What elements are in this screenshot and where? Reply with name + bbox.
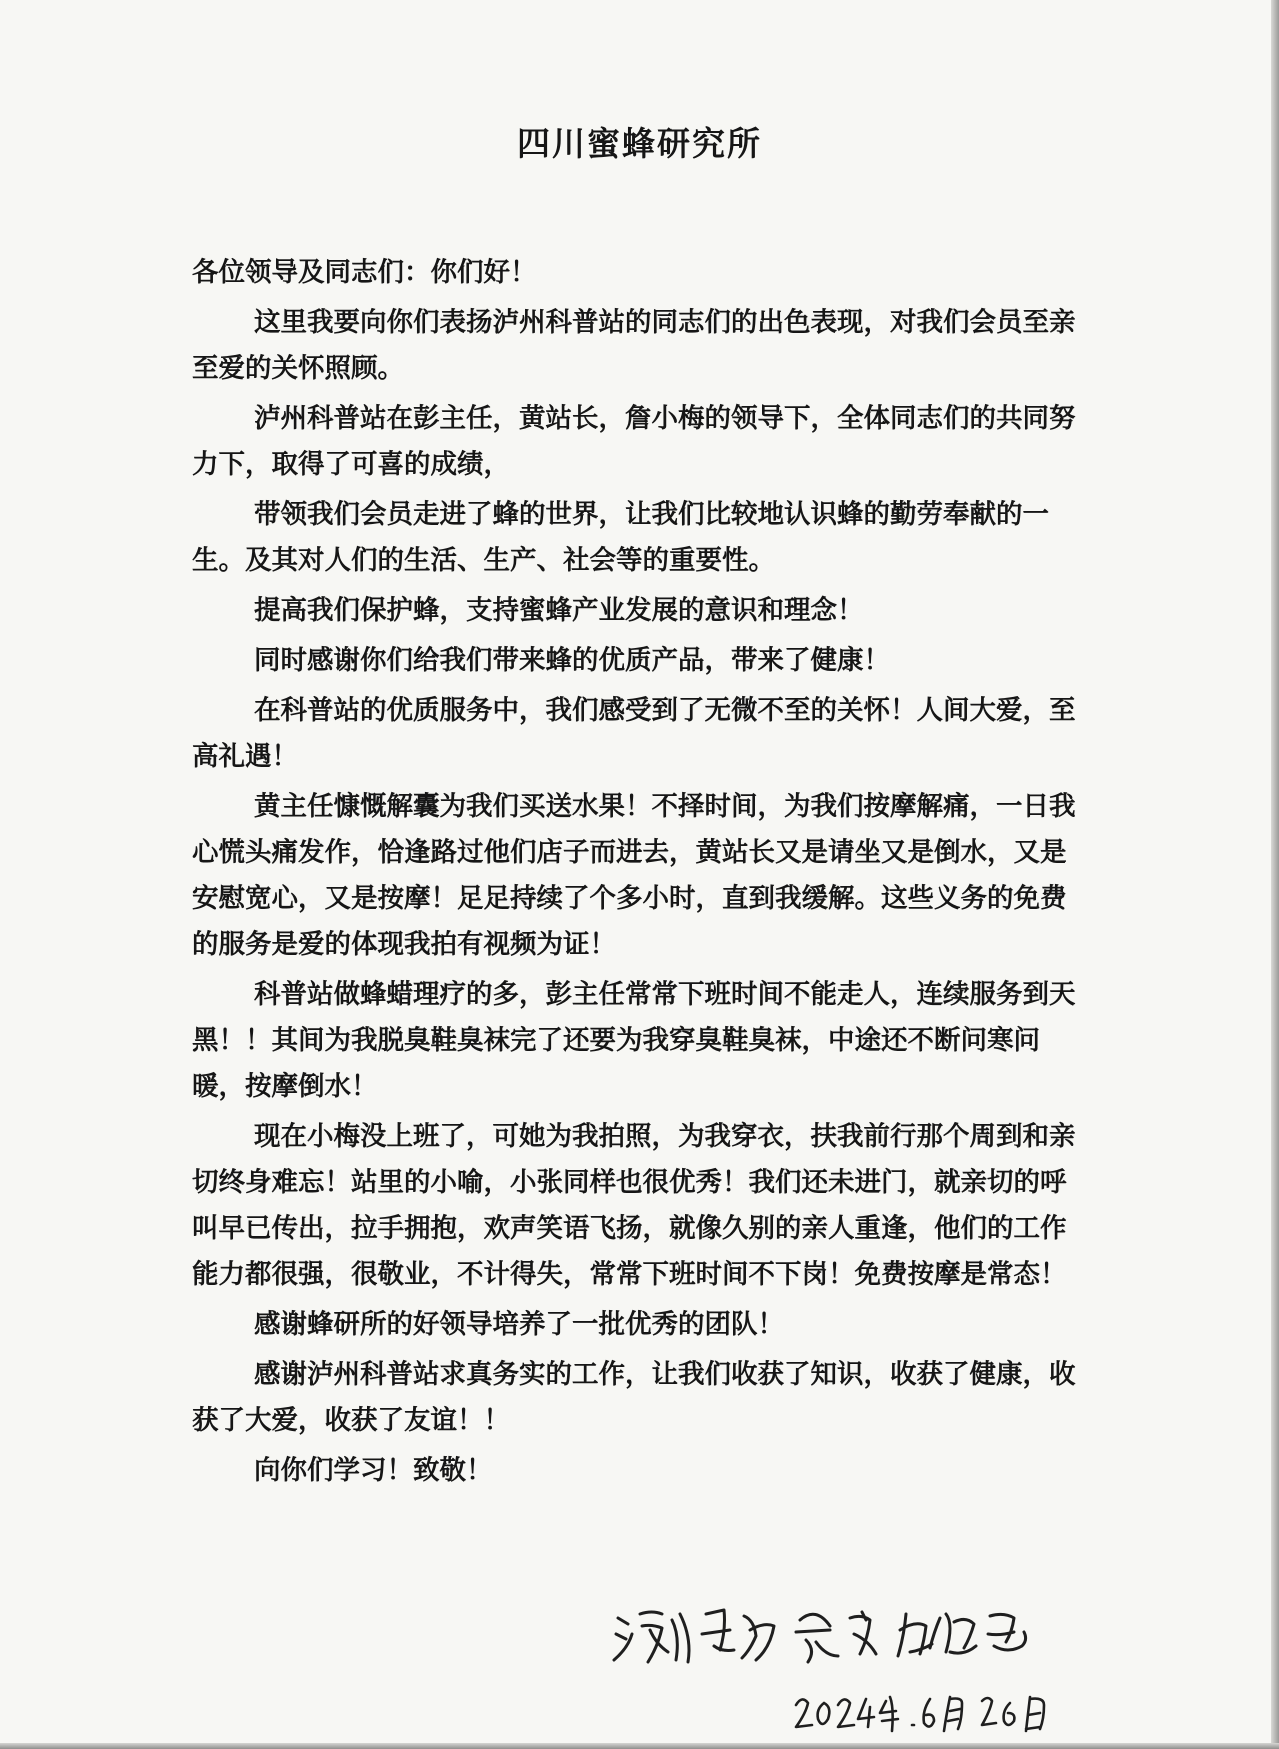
paragraph: 泸州科普站在彭主任，黄站长，詹小梅的领导下，全体同志们的共同努力下，取得了可喜的成绩， [192, 403, 1076, 480]
paragraph: 同时感谢你们给我们带来蜂的优质产品，带来了健康！ [254, 645, 890, 676]
paragraph: 在科普站的优质服务中，我们感受到了无微不至的关怀！人间大爱，至高礼遇！ [192, 695, 1076, 772]
paragraph: 黄主任慷慨解囊为我们买送水果！不择时间，为我们按摩解痛，一日我心慌头痛发作，恰逢路过他们店子而进去，黄站长又是请坐又是倒水，又是安慰宽心，又是按摩！足足持续了个多小时，直到我缓解。这些义务的免费的服务是爱的体现我拍有视频为证！ [192, 791, 1076, 960]
paper-edge-right [1271, 0, 1279, 1749]
paragraph: 这里我要向你们表扬泸州科普站的同志们的出色表现，对我们会员至亲至爱的关怀照顾。 [192, 307, 1076, 384]
document-title: 四川蜜蜂研究所 [517, 124, 762, 163]
letter-body [192, 250, 1082, 1498]
paper-edge-bottom [0, 1743, 1279, 1749]
handwritten-date [790, 1685, 1070, 1735]
handwritten-signature [610, 1600, 1050, 1670]
paragraph: 感谢蜂研所的好领导培养了一批优秀的团队！ [254, 1309, 784, 1340]
paragraph: 现在小梅没上班了，可她为我拍照，为我穿衣，扶我前行那个周到和亲切终身难忘！站里的小喻，小张同样也很优秀！我们还未进门，就亲切的呼叫早已传出，拉手拥抱，欢声笑语飞扬，就像久别的亲人重逢，他们的工作能力都很强，很敬业，不计得失，常常下班时间不下岗！免费按摩是常态！ [192, 1121, 1076, 1290]
greeting: 各位领导及同志们：你们好！ [192, 257, 537, 288]
paragraph: 提高我们保护蜂，支持蜜蜂产业发展的意识和理念！ [254, 595, 864, 626]
paragraph: 科普站做蜂蜡理疗的多，彭主任常常下班时间不能走人，连续服务到天黑！！其间为我脱臭鞋臭袜完了还要为我穿臭鞋臭袜，中途还不断问寒问暖，按摩倒水！ [192, 979, 1076, 1102]
paragraph: 带领我们会员走进了蜂的世界，让我们比较地认识蜂的勤劳奉献的一生。及其对人们的生活、生产、社会等的重要性。 [192, 499, 1049, 576]
paragraph: 向你们学习！致敬！ [254, 1455, 493, 1486]
paragraph: 感谢泸州科普站求真务实的工作，让我们收获了知识，收获了健康，收获了大爱，收获了友谊！！ [192, 1359, 1076, 1436]
